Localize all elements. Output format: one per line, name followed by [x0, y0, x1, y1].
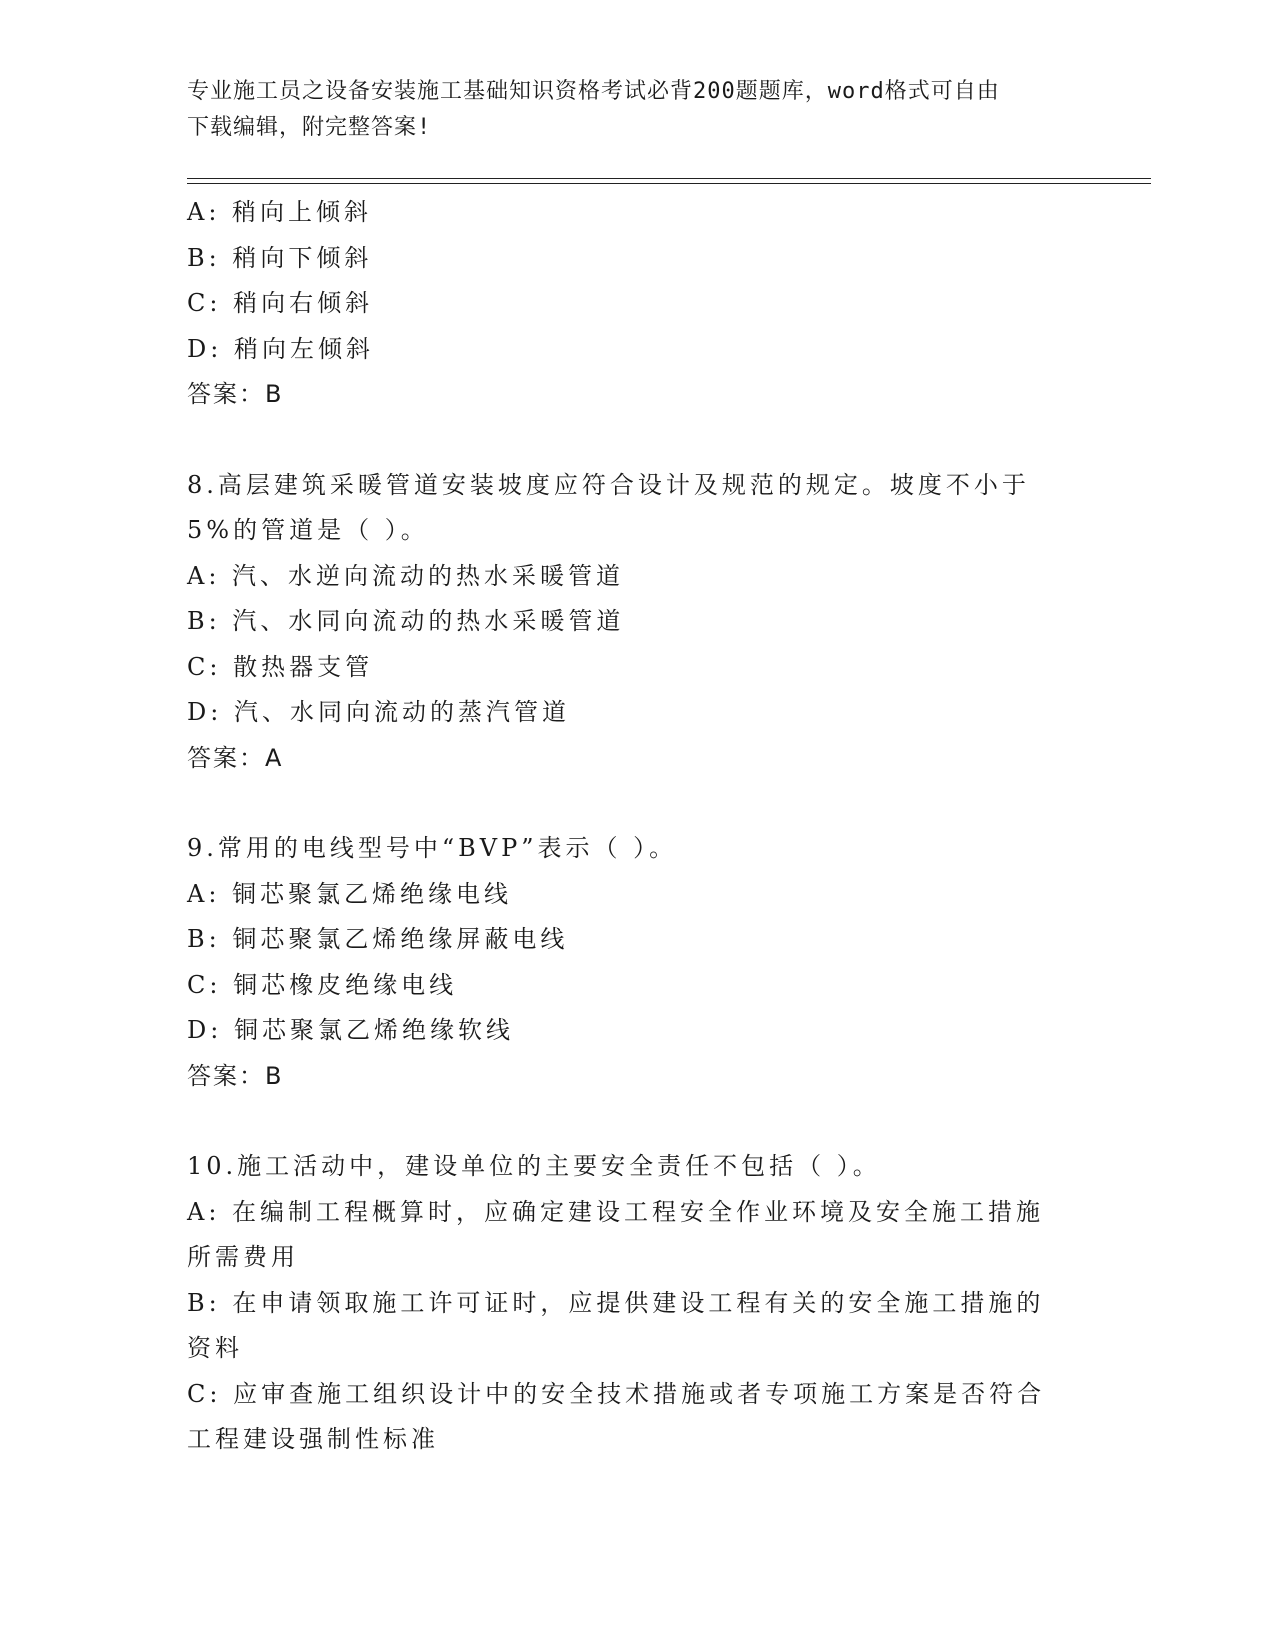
header-line-1: 专业施工员之设备安装施工基础知识资格考试必背200题题库，word格式可自由	[187, 79, 1000, 104]
q9-option-b: B: 铜芯聚氯乙烯绝缘屏蔽电线	[187, 925, 569, 953]
question-8-block	[187, 463, 1087, 782]
question-content	[187, 190, 1087, 1463]
header-line-2: 下载编辑，附完整答案!	[187, 115, 432, 140]
q9-option-d: D: 铜芯聚氯乙烯绝缘软线	[187, 1016, 514, 1044]
question-9-block	[187, 826, 1087, 1099]
spacer	[187, 781, 1087, 826]
spacer	[187, 418, 1087, 463]
document-header	[187, 74, 1087, 146]
q10-option-b-line-2: 资料	[187, 1334, 243, 1362]
spacer	[187, 1099, 1087, 1144]
q7-option-b: B: 稍向下倾斜	[187, 243, 373, 272]
header-divider-bottom	[187, 183, 1151, 184]
q7-answer: 答案：B	[187, 380, 284, 408]
q8-answer: 答案：A	[187, 743, 284, 772]
q9-option-c: C: 铜芯橡皮绝缘电线	[187, 970, 458, 999]
q9-option-a: A: 铜芯聚氯乙烯绝缘电线	[187, 879, 513, 908]
q8-stem-line-2: 5%的管道是（ ）。	[187, 516, 429, 544]
q10-option-b-line-1: B: 在申请领取施工许可证时，应提供建设工程有关的安全施工措施的	[187, 1288, 1045, 1317]
q7-option-d: D: 稍向左倾斜	[187, 334, 374, 363]
q8-option-d: D: 汽、水同向流动的蒸汽管道	[187, 698, 570, 726]
q8-option-a: A: 汽、水逆向流动的热水采暖管道	[187, 561, 625, 590]
question-7-block	[187, 190, 1087, 418]
header-divider-top	[187, 178, 1151, 179]
q10-option-a-line-2: 所需费用	[187, 1243, 299, 1271]
q9-stem: 9.常用的电线型号中“BVP”表示（ ）。	[187, 834, 678, 862]
q10-option-a-line-1: A: 在编制工程概算时，应确定建设工程安全作业环境及安全施工措施	[187, 1197, 1045, 1226]
q9-answer: 答案：B	[187, 1061, 284, 1090]
question-10-block	[187, 1144, 1087, 1463]
q8-stem-line-1: 8.高层建筑采暖管道安装坡度应符合设计及规范的规定。坡度不小于	[187, 470, 1030, 499]
q8-option-c: C: 散热器支管	[187, 652, 374, 681]
q7-option-c: C: 稍向右倾斜	[187, 289, 374, 317]
q7-option-a: A: 稍向上倾斜	[187, 198, 373, 226]
q8-option-b: B: 汽、水同向流动的热水采暖管道	[187, 607, 625, 635]
q10-option-c-line-2: 工程建设强制性标准	[187, 1425, 439, 1453]
q10-option-c-line-1: C: 应审查施工组织设计中的安全技术措施或者专项施工方案是否符合	[187, 1379, 1046, 1408]
q10-stem: 10.施工活动中，建设单位的主要安全责任不包括（ ）。	[187, 1152, 881, 1180]
